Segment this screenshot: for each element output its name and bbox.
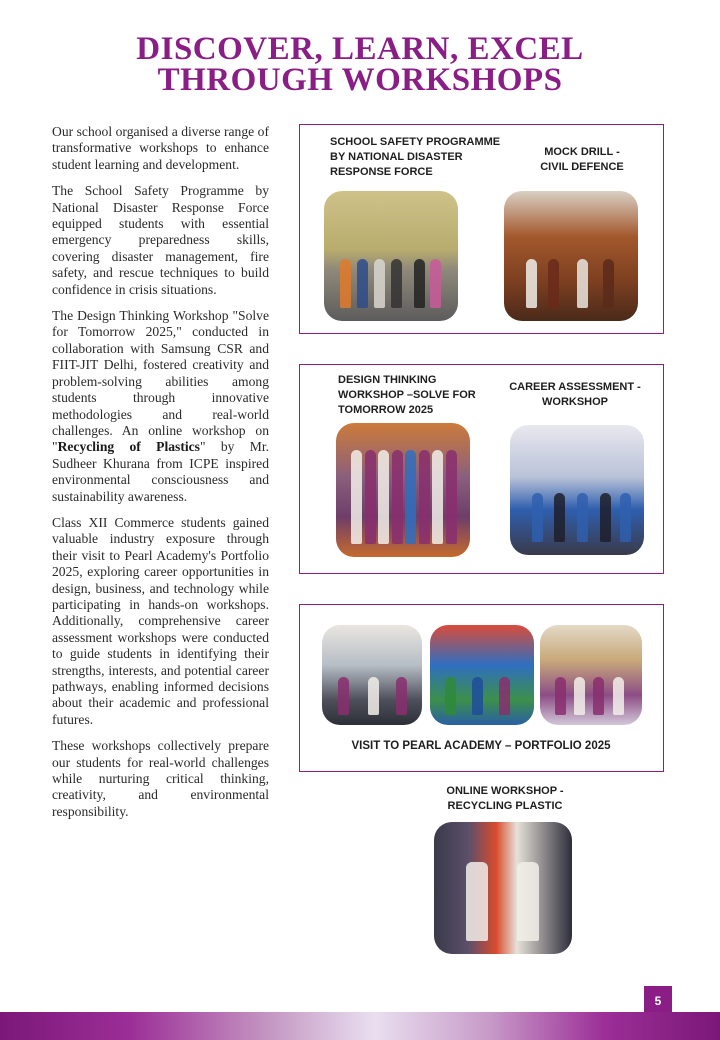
gallery-box-safety [299,124,664,334]
pearl-photo-3 [540,625,642,725]
paragraph-design-thinking [52,308,269,505]
gallery-box-pearl [299,604,664,772]
pearl-photo-1 [322,625,422,725]
mock-drill-photo [504,191,638,321]
pearl-caption: VISIT TO PEARL ACADEMY – PORTFOLIO 2025 [351,740,611,752]
safety-photo [324,191,458,321]
page-title [0,31,720,98]
title-line-2: THROUGH WORKSHOPS [157,62,563,98]
safety-caption: SCHOOL SAFETY PROGRAMME BY NATIONAL DISASTER RESPONSE FORCE [330,136,501,178]
pearl-photo-2 [430,625,534,725]
paragraph-design-text-a: The Design Thinking Workshop "Solve for Tomorrow 2025," conducted in collaboration with Samsung CSR and FIIT-JIT Delhi, fostered creativity and problem-solving abilities among students through innovative methodologies and real-world challenges. An online workshop on " [52,308,269,455]
article-text [52,124,269,830]
gallery-box-design [299,364,664,574]
page-number: 5 [644,986,672,1018]
paragraph-safety: The School Safety Programme by National Disaster Response Force equipped students with essential emergency preparedness skills, covering disaster management, fire safety, and rescue techniques to build confidence in crisis situations. [52,183,269,297]
career-assessment-caption: CAREER ASSESSMENT - WORKSHOP [509,381,641,408]
design-thinking-caption: DESIGN THINKING WORKSHOP –SOLVE FOR TOMORROW 2025 [338,374,476,416]
design-thinking-photo [336,423,470,557]
career-assessment-photo [510,425,644,555]
paragraph-intro: Our school organised a diverse range of transformative workshops to enhance student learning and development. [52,124,269,172]
mock-drill-caption: MOCK DRILL - CIVIL DEFENCE [540,146,624,173]
online-workshop-caption: ONLINE WORKSHOP - RECYCLING PLASTIC [446,785,564,812]
online-workshop-photo [434,822,572,954]
paragraph-conclusion: These workshops collectively prepare our students for real-world challenges while nurturing critical thinking, creativity, and environmental responsibility. [52,738,269,819]
recycling-highlight: Recycling of Plastics [57,439,200,455]
title-line-1: DISCOVER, LEARN, EXCEL [136,31,584,67]
footer-bar [0,1012,720,1040]
paragraph-career: Class XII Commerce students gained valuable industry exposure through their visit to Pearl Academy's Portfolio 2025, exploring career opportunities in design, business, and technology while participating in hands-on workshops. Additionally, comprehensive career assessment workshops were conducted to guide students in identifying their strengths, interests, and potential career pathways, enabling informed decisions about their academic and professional futures. [52,514,269,727]
paragraph-design-text-b: " by Mr. Sudheer Khurana from ICPE inspired environmental consciousness and sustainability awareness. [52,439,269,504]
